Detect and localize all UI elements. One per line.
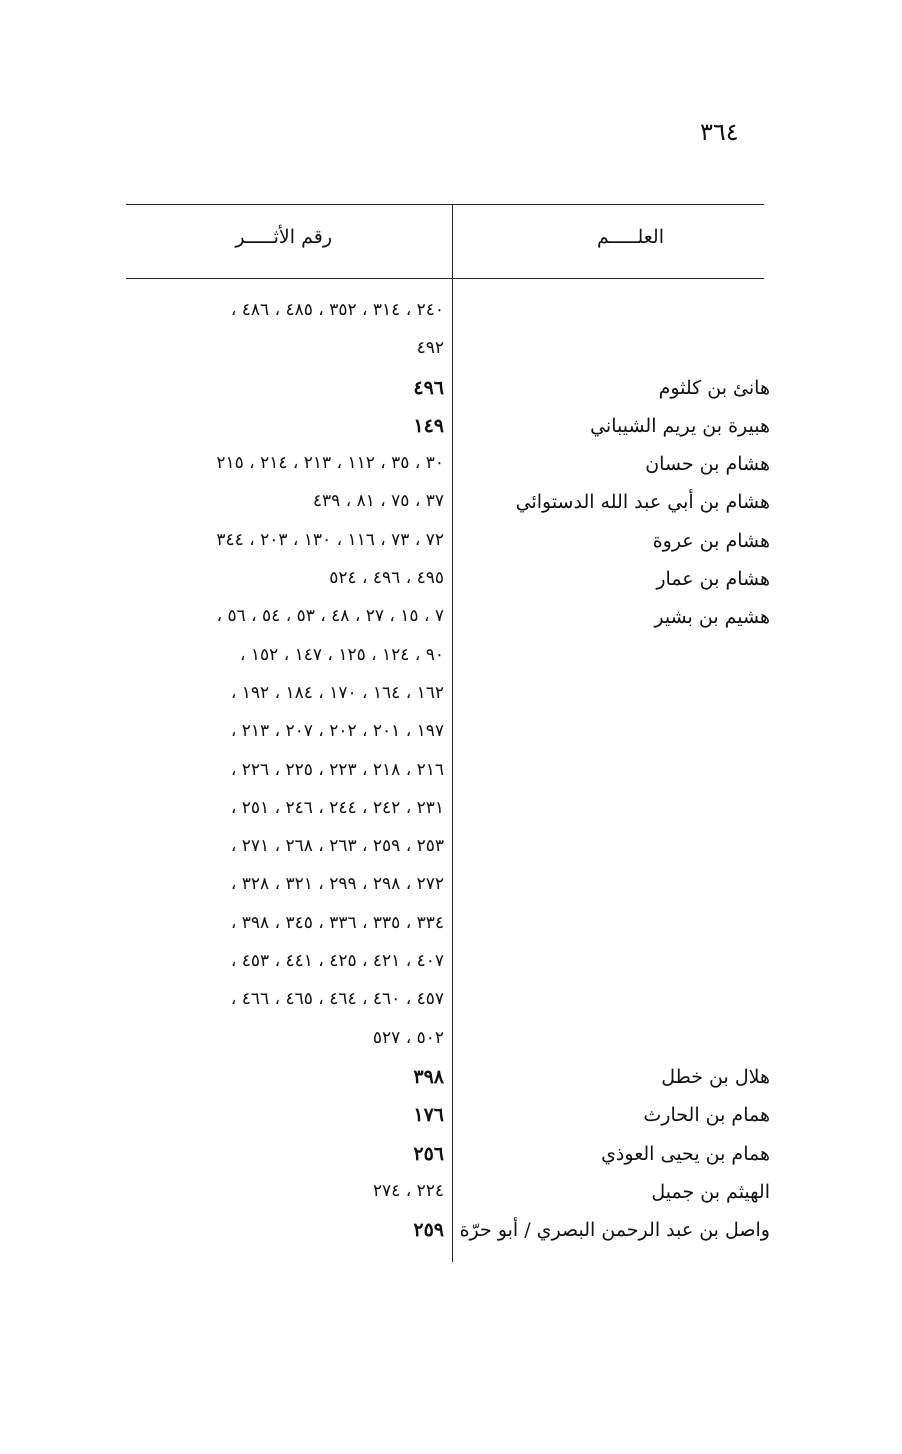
- entry-references: ٤٠٧ ، ٤٢١ ، ٤٢٥ ، ٤٤١ ، ٤٥٣ ،: [230, 951, 444, 972]
- column-header-name: العلـــــم: [596, 226, 664, 248]
- entry-name: هبيرة بن يريم الشيباني: [590, 414, 770, 437]
- table-row: [100, 717, 780, 755]
- entry-name: هشام بن حسان: [645, 453, 770, 476]
- entry-references: ٢٥٣ ، ٢٥٩ ، ٢٦٣ ، ٢٦٨ ، ٢٧١ ،: [230, 836, 444, 857]
- entry-references: ٢٤٠ ، ٣١٤ ، ٣٥٢ ، ٤٨٥ ، ٤٨٦ ،: [230, 300, 444, 320]
- entry-references: ٤٩٥ ، ٤٩٦ ، ٥٢٤: [329, 568, 444, 589]
- table-row: [100, 947, 780, 985]
- table-row: [100, 756, 780, 794]
- entry-references: ٣٧ ، ٧٥ ، ٨١ ، ٤٣٩: [312, 491, 444, 512]
- entry-name: همام بن يحيى العوذي: [601, 1142, 770, 1165]
- entry-references: ٢٣١ ، ٢٤٢ ، ٢٤٤ ، ٢٤٦ ، ٢٥١ ،: [230, 797, 444, 818]
- table-row: [100, 794, 780, 832]
- entry-references: ٢٥٦: [413, 1142, 444, 1165]
- table-row: [100, 641, 780, 679]
- entry-references: ٣٩٨: [413, 1065, 444, 1088]
- table-row: [100, 985, 780, 1023]
- table-row: [100, 296, 780, 334]
- entry-references: ١٧٦: [413, 1104, 444, 1127]
- entry-references: ٧ ، ١٥ ، ٢٧ ، ٤٨ ، ٥٣ ، ٥٤ ، ٥٦ ،: [216, 606, 444, 627]
- entry-name: هشام بن عمار: [656, 568, 770, 591]
- table-row: [100, 679, 780, 717]
- entry-references: ٤٩٦: [413, 376, 444, 399]
- entry-name: هشيم بن بشير: [654, 606, 770, 629]
- entry-references: ٢٧٢ ، ٢٩٨ ، ٢٩٩ ، ٣٢١ ، ٣٢٨ ،: [230, 874, 444, 895]
- entry-name: واصل بن عبد الرحمن البصري / أبو حرّة: [459, 1219, 770, 1242]
- entry-name: هشام بن أبي عبد الله الدستوائي: [515, 491, 770, 514]
- entry-references: ٢٢٤ ، ٢٧٤: [372, 1180, 444, 1201]
- entry-references: ٢١٦ ، ٢١٨ ، ٢٢٣ ، ٢٢٥ ، ٢٢٦ ،: [230, 759, 444, 780]
- entry-references: ١٩٧ ، ٢٠١ ، ٢٠٢ ، ٢٠٧ ، ٢١٣ ،: [230, 721, 444, 742]
- table-row: [100, 526, 780, 564]
- table-row: [100, 449, 780, 487]
- table-top-rule: [126, 204, 764, 205]
- table-row: [100, 1062, 780, 1100]
- entry-name: الهيثم بن جميل: [651, 1180, 770, 1203]
- entry-references: ١٦٢ ، ١٦٤ ، ١٧٠ ، ١٨٤ ، ١٩٢ ،: [230, 682, 444, 703]
- entry-references: ٣٣٤ ، ٣٣٥ ، ٣٣٦ ، ٣٤٥ ، ٣٩٨ ،: [230, 912, 444, 933]
- entry-references: ٥٠٢ ، ٥٢٧: [372, 1027, 444, 1048]
- table-row: [100, 1100, 780, 1138]
- entry-references: ٤٥٧ ، ٤٦٠ ، ٤٦٤ ، ٤٦٥ ، ٤٦٦ ،: [230, 989, 444, 1010]
- table-row: [100, 602, 780, 640]
- page-number: ٣٦٤: [700, 118, 739, 146]
- entry-references: ٤٩٢: [416, 338, 444, 359]
- entry-references: ٩٠ ، ١٢٤ ، ١٢٥ ، ١٤٧ ، ١٥٢ ،: [240, 644, 444, 665]
- index-table: [100, 296, 780, 1253]
- table-row: [100, 1177, 780, 1215]
- table-row: [100, 909, 780, 947]
- table-row: [100, 411, 780, 449]
- table-header-rule: [126, 278, 764, 279]
- table-row: [100, 1024, 780, 1062]
- entry-references: ٢٥٩: [413, 1219, 444, 1242]
- entry-name: هلال بن خطل: [661, 1065, 770, 1088]
- table-row: [100, 487, 780, 525]
- table-row: [100, 373, 780, 411]
- table-row: [100, 870, 780, 908]
- column-header-ref: رقم الأثـــــر: [235, 226, 332, 248]
- entry-references: ٧٢ ، ٧٣ ، ١١٦ ، ١٣٠ ، ٢٠٣ ، ٣٤٤: [216, 529, 444, 550]
- table-row: [100, 832, 780, 870]
- entry-references: ١٤٩: [413, 414, 444, 437]
- table-row: [100, 334, 780, 372]
- table-row: [100, 564, 780, 602]
- table-row: [100, 1215, 780, 1253]
- entry-name: همام بن الحارث: [643, 1104, 770, 1127]
- table-row: [100, 1139, 780, 1177]
- entry-name: هشام بن عروة: [652, 529, 770, 552]
- entry-name: هانئ بن كلثوم: [658, 376, 770, 399]
- entry-references: ٣٠ ، ٣٥ ، ١١٢ ، ٢١٣ ، ٢١٤ ، ٢١٥: [216, 453, 444, 474]
